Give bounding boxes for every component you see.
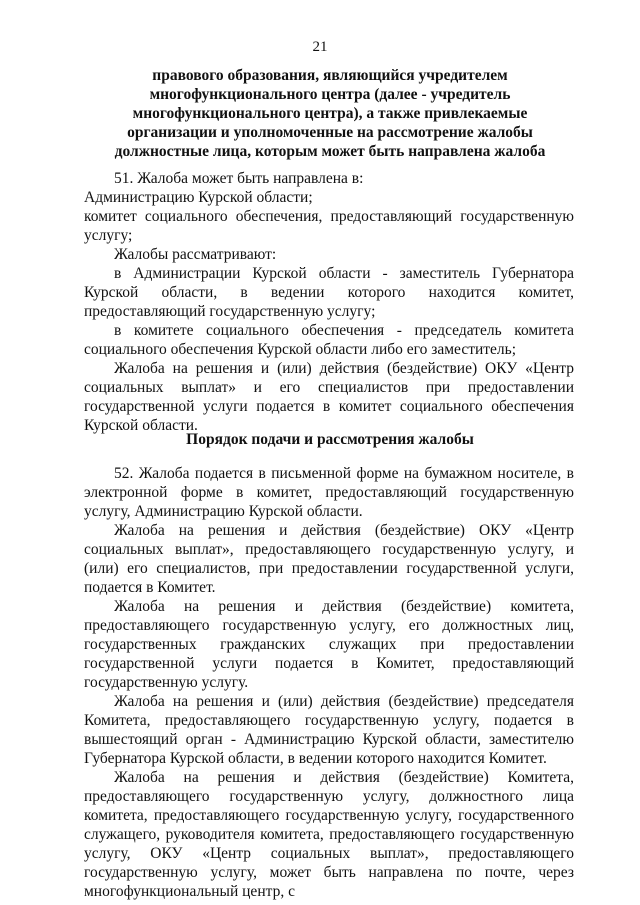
paragraph: Жалоба на решения и действия (бездействие) Комитета, предоставляющего государственную услугу, должностного лица комитета, предоставляющего государственную услугу, государственного служащего, руководителя комитета, предоставляющего государственную услугу, ОКУ «Центр социальных выплат», предоставляющего государственную услугу, может быть направлена по почте, через многофункциональный центр, с <box>84 769 574 900</box>
paragraph: Администрацию Курской области; <box>84 189 313 206</box>
paragraph: Жалоба на решения и действия (бездействие) ОКУ «Центр социальных выплат», предоставляющего государственную услугу, и (или) его специалистов, при предоставлении государственной услуги, подается в Комитет. <box>84 522 574 596</box>
section-body-filing-procedure <box>84 464 574 901</box>
section-heading-complaint-recipients: правового образования, являющийся учредителем многофункционального центра (далее - учредитель многофункционального центра), а также привлекаемые организации и уполномоченные на рассмотрение жалобы должностные лица, которым может быть направлена жалоба <box>114 67 546 160</box>
section-heading-filing-procedure: Порядок подачи и рассмотрения жалобы <box>186 431 474 448</box>
paragraph: Жалобы рассматривают: <box>114 246 277 263</box>
section-body-recipients <box>84 169 574 435</box>
paragraph: в комитете социального обеспечения - председатель комитета социального обеспечения Курской области либо его заместитель; <box>84 322 574 358</box>
paragraph: в Администрации Курской области - заместитель Губернатора Курской области, в ведении которого находится комитет, предоставляющий государственную услугу; <box>84 265 574 320</box>
page-number: 21 <box>312 39 328 55</box>
paragraph: Жалоба на решения и действия (бездействие) комитета, предоставляющего государственную услугу, его должностных лиц, государственных гражданских служащих при предоставлении государственной услуги подается в Комитет, предоставляющий государственную услугу. <box>84 598 574 691</box>
paragraph: 51. Жалоба может быть направлена в: <box>114 170 364 187</box>
paragraph: 52. Жалоба подается в письменной форме на бумажном носителе, в электронной форме в комитет, предоставляющий государственную услугу, Администрацию Курской области. <box>84 465 574 520</box>
paragraph: комитет социального обеспечения, предоставляющий государственную услугу; <box>84 208 574 244</box>
paragraph: Жалоба на решения и (или) действия (бездействие) ОКУ «Центр социальных выплат» и его специалистов при предоставлении государственной услуги подается в комитет социального обеспечения Курской области. <box>84 360 574 434</box>
paragraph: Жалоба на решения и (или) действия (бездействие) председателя Комитета, предоставляющего государственную услугу, подается в вышестоящий орган - Администрацию Курской области, заместителю Губернатора Курской области, в ведении которого находится Комитет. <box>84 693 574 767</box>
